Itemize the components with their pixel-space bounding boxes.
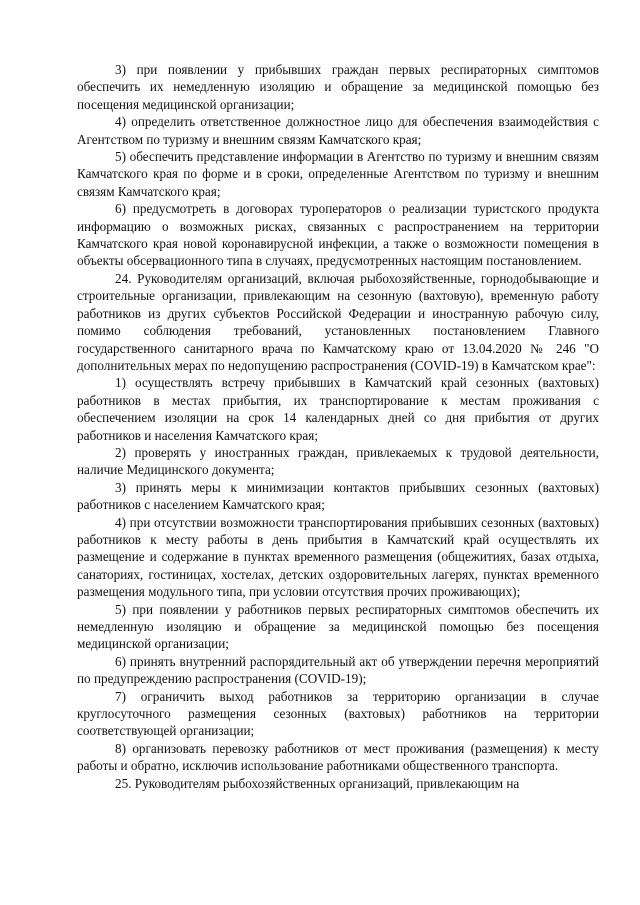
paragraph-item-5: 5) обеспечить представление информации в Агентство по туризму и внешним связям Камчатского края по форме и в сроки, определенные Агентством по туризму и внешним связям Камчатского края; [77, 149, 599, 199]
paragraph-subitem-2: 2) проверять у иностранных граждан, привлекаемых к трудовой деятельности, наличие Медицинского документа; [77, 444, 599, 478]
paragraph-item-4: 4) определить ответственное должностное лицо для обеспечения взаимодействия с Агентством по туризму и внешним связям Камчатского края; [77, 114, 599, 147]
paragraph-subitem-8: 8) организовать перевозку работников от мест проживания (размещения) к месту работы и обратно, исключив использование работниками общественного транспорта. [77, 740, 599, 774]
paragraph-subitem-6: 6) принять внутренний распорядительный акт об утверждении перечня мероприятий по предупреждению распространения (COVID-19); [77, 653, 599, 687]
paragraph-item-6: 6) предусмотреть в договорах туроператоров о реализации туристского продукта информацию о возможных рисках, связанных с распространением на территории Камчатского края новой коронавирусной инфекции, а также о возможности помещения в объекты обсервационного типа в случаях, предусмотренных настоящим постановлением. [77, 201, 599, 269]
paragraph-subitem-1: 1) осуществлять встречу прибывших в Камчатский край сезонных (вахтовых) работников в местах прибытия, их транспортирование к местам проживания с обеспечением изоляции на срок 14 календарных дней со дня прибытия от других работников и населения Камчатского края; [77, 375, 599, 443]
document-body [77, 61, 599, 792]
paragraph-subitem-3: 3) принять меры к минимизации контактов прибывших сезонных (вахтовых) работников с населением Камчатского края; [77, 479, 599, 513]
paragraph-section-25: 25. Руководителям рыбохозяйственных организаций, привлекающим на [115, 775, 520, 791]
paragraph-item-3: 3) при появлении у прибывших граждан первых респираторных симптомов обеспечить их немедленную изоляцию и обращение за медицинской помощью без посещения медицинской организации; [77, 62, 599, 112]
paragraph-section-24: 24. Руководителям организаций, включая рыбохозяйственные, горнодобывающие и строительные организации, привлекающим на сезонную (вахтовую), временную работу работников из других субъектов Российской Федерации и иностранную рабочую силу, помимо соблюдения требований, установленных постановлением Главного государственного санитарного врача по Камчатскому краю от 13.04.2020 № 246 "О дополнительных мерах по недопущению распространения (COVID-19) в Камчатском крае": [77, 270, 599, 373]
paragraph-subitem-5: 5) при появлении у работников первых респираторных симптомов обеспечить их немедленную изоляцию и обращение за медицинской помощью без посещения медицинской организации; [77, 601, 599, 652]
paragraph-subitem-7: 7) ограничить выход работников за территорию организации в случае круглосуточного размещения сезонных (вахтовых) работников на территории соответствующей организации; [77, 688, 599, 739]
paragraph-subitem-4: 4) при отсутствии возможности транспортирования прибывших сезонных (вахтовых) работников к месту работы в день прибытия в Камчатский край осуществлять их размещение и содержание в пунктах временного размещения (общежитиях, базах отдыха, санаториях, гостиницах, хостелах, детских оздоровительных лагерях, пунктах временного размещения модульного типа, при условии отсутствия прочих проживающих); [77, 514, 599, 600]
